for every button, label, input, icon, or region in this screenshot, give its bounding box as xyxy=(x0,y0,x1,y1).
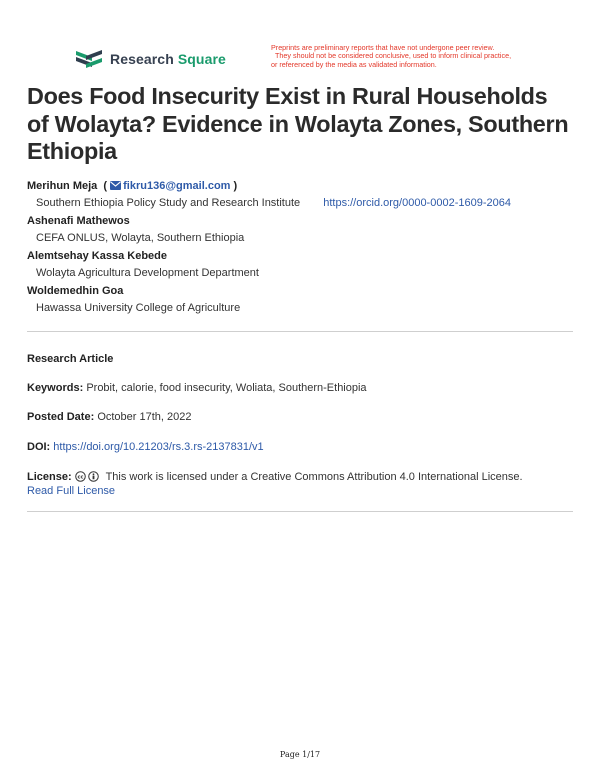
disclaimer-line: Preprints are preliminary reports that have not undergone peer review. xyxy=(271,43,495,52)
author-name: Woldemedhin Goa xyxy=(27,285,124,297)
by-icon xyxy=(88,471,99,482)
author-name: Alemtsehay Kassa Kebede xyxy=(27,250,168,262)
author-entry: Merihun Meja ( fikru136@gmail.com ) xyxy=(27,180,238,192)
posted-date-label: Posted Date: xyxy=(27,411,95,423)
author-name: Ashenafi Mathewos xyxy=(27,215,130,227)
author-affiliation: Hawassa University College of Agriculture xyxy=(36,302,241,314)
article-type: Research Article xyxy=(27,353,114,365)
keywords xyxy=(27,381,575,395)
preprint-disclaimer xyxy=(271,44,551,69)
logo-text: Research Square xyxy=(110,51,226,67)
disclaimer-line: or referenced by the media as validated information. xyxy=(271,59,437,69)
author-affiliation: Wolayta Agricultura Development Department xyxy=(36,267,259,279)
author-affiliation: Southern Ethiopia Policy Study and Research Institute https://orcid.org/0000-0002-1609-2064 xyxy=(36,197,511,209)
keywords-value: Probit, calorie, food insecurity, Woliata, Southern-Ethiopia xyxy=(86,382,367,394)
paper-title: Does Food Insecurity Exist in Rural Households of Wolayta? Evidence in Wolayta Zones, Southern Ethiopia xyxy=(27,83,569,164)
license-label: License: xyxy=(27,471,72,483)
license-icons xyxy=(75,471,99,482)
author-list xyxy=(27,179,575,319)
read-full-license-link[interactable]: Read Full License xyxy=(27,485,116,497)
svg-text:cc: cc xyxy=(77,474,84,481)
doi-label: DOI: xyxy=(27,441,51,453)
posted-date-value: October 17th, 2022 xyxy=(97,411,192,423)
cc-icon xyxy=(75,471,86,482)
divider xyxy=(27,331,573,332)
page-number: Page 1/17 xyxy=(279,750,321,759)
keywords-label: Keywords: xyxy=(27,382,84,394)
research-square-logo[interactable] xyxy=(74,48,226,70)
doi-link[interactable]: https://doi.org/10.21203/rs.3.rs-2137831/v1 xyxy=(53,441,264,453)
orcid-link[interactable]: https://orcid.org/0000-0002-1609-2064 xyxy=(323,197,511,209)
author-affiliation: CEFA ONLUS, Wolayta, Southern Ethiopia xyxy=(36,232,245,244)
author-email-link[interactable]: fikru136@gmail.com xyxy=(110,180,230,192)
divider xyxy=(27,511,573,512)
disclaimer-line: They should not be considered conclusive, used to inform clinical practice, xyxy=(275,51,512,61)
research-square-logo-icon xyxy=(74,48,104,70)
license xyxy=(27,470,575,498)
doi xyxy=(27,440,575,454)
posted-date xyxy=(27,410,575,424)
license-text: This work is licensed under a Creative Commons Attribution 4.0 International License. xyxy=(105,471,523,483)
author-name: Merihun Meja xyxy=(27,180,98,192)
mail-icon xyxy=(110,181,121,190)
